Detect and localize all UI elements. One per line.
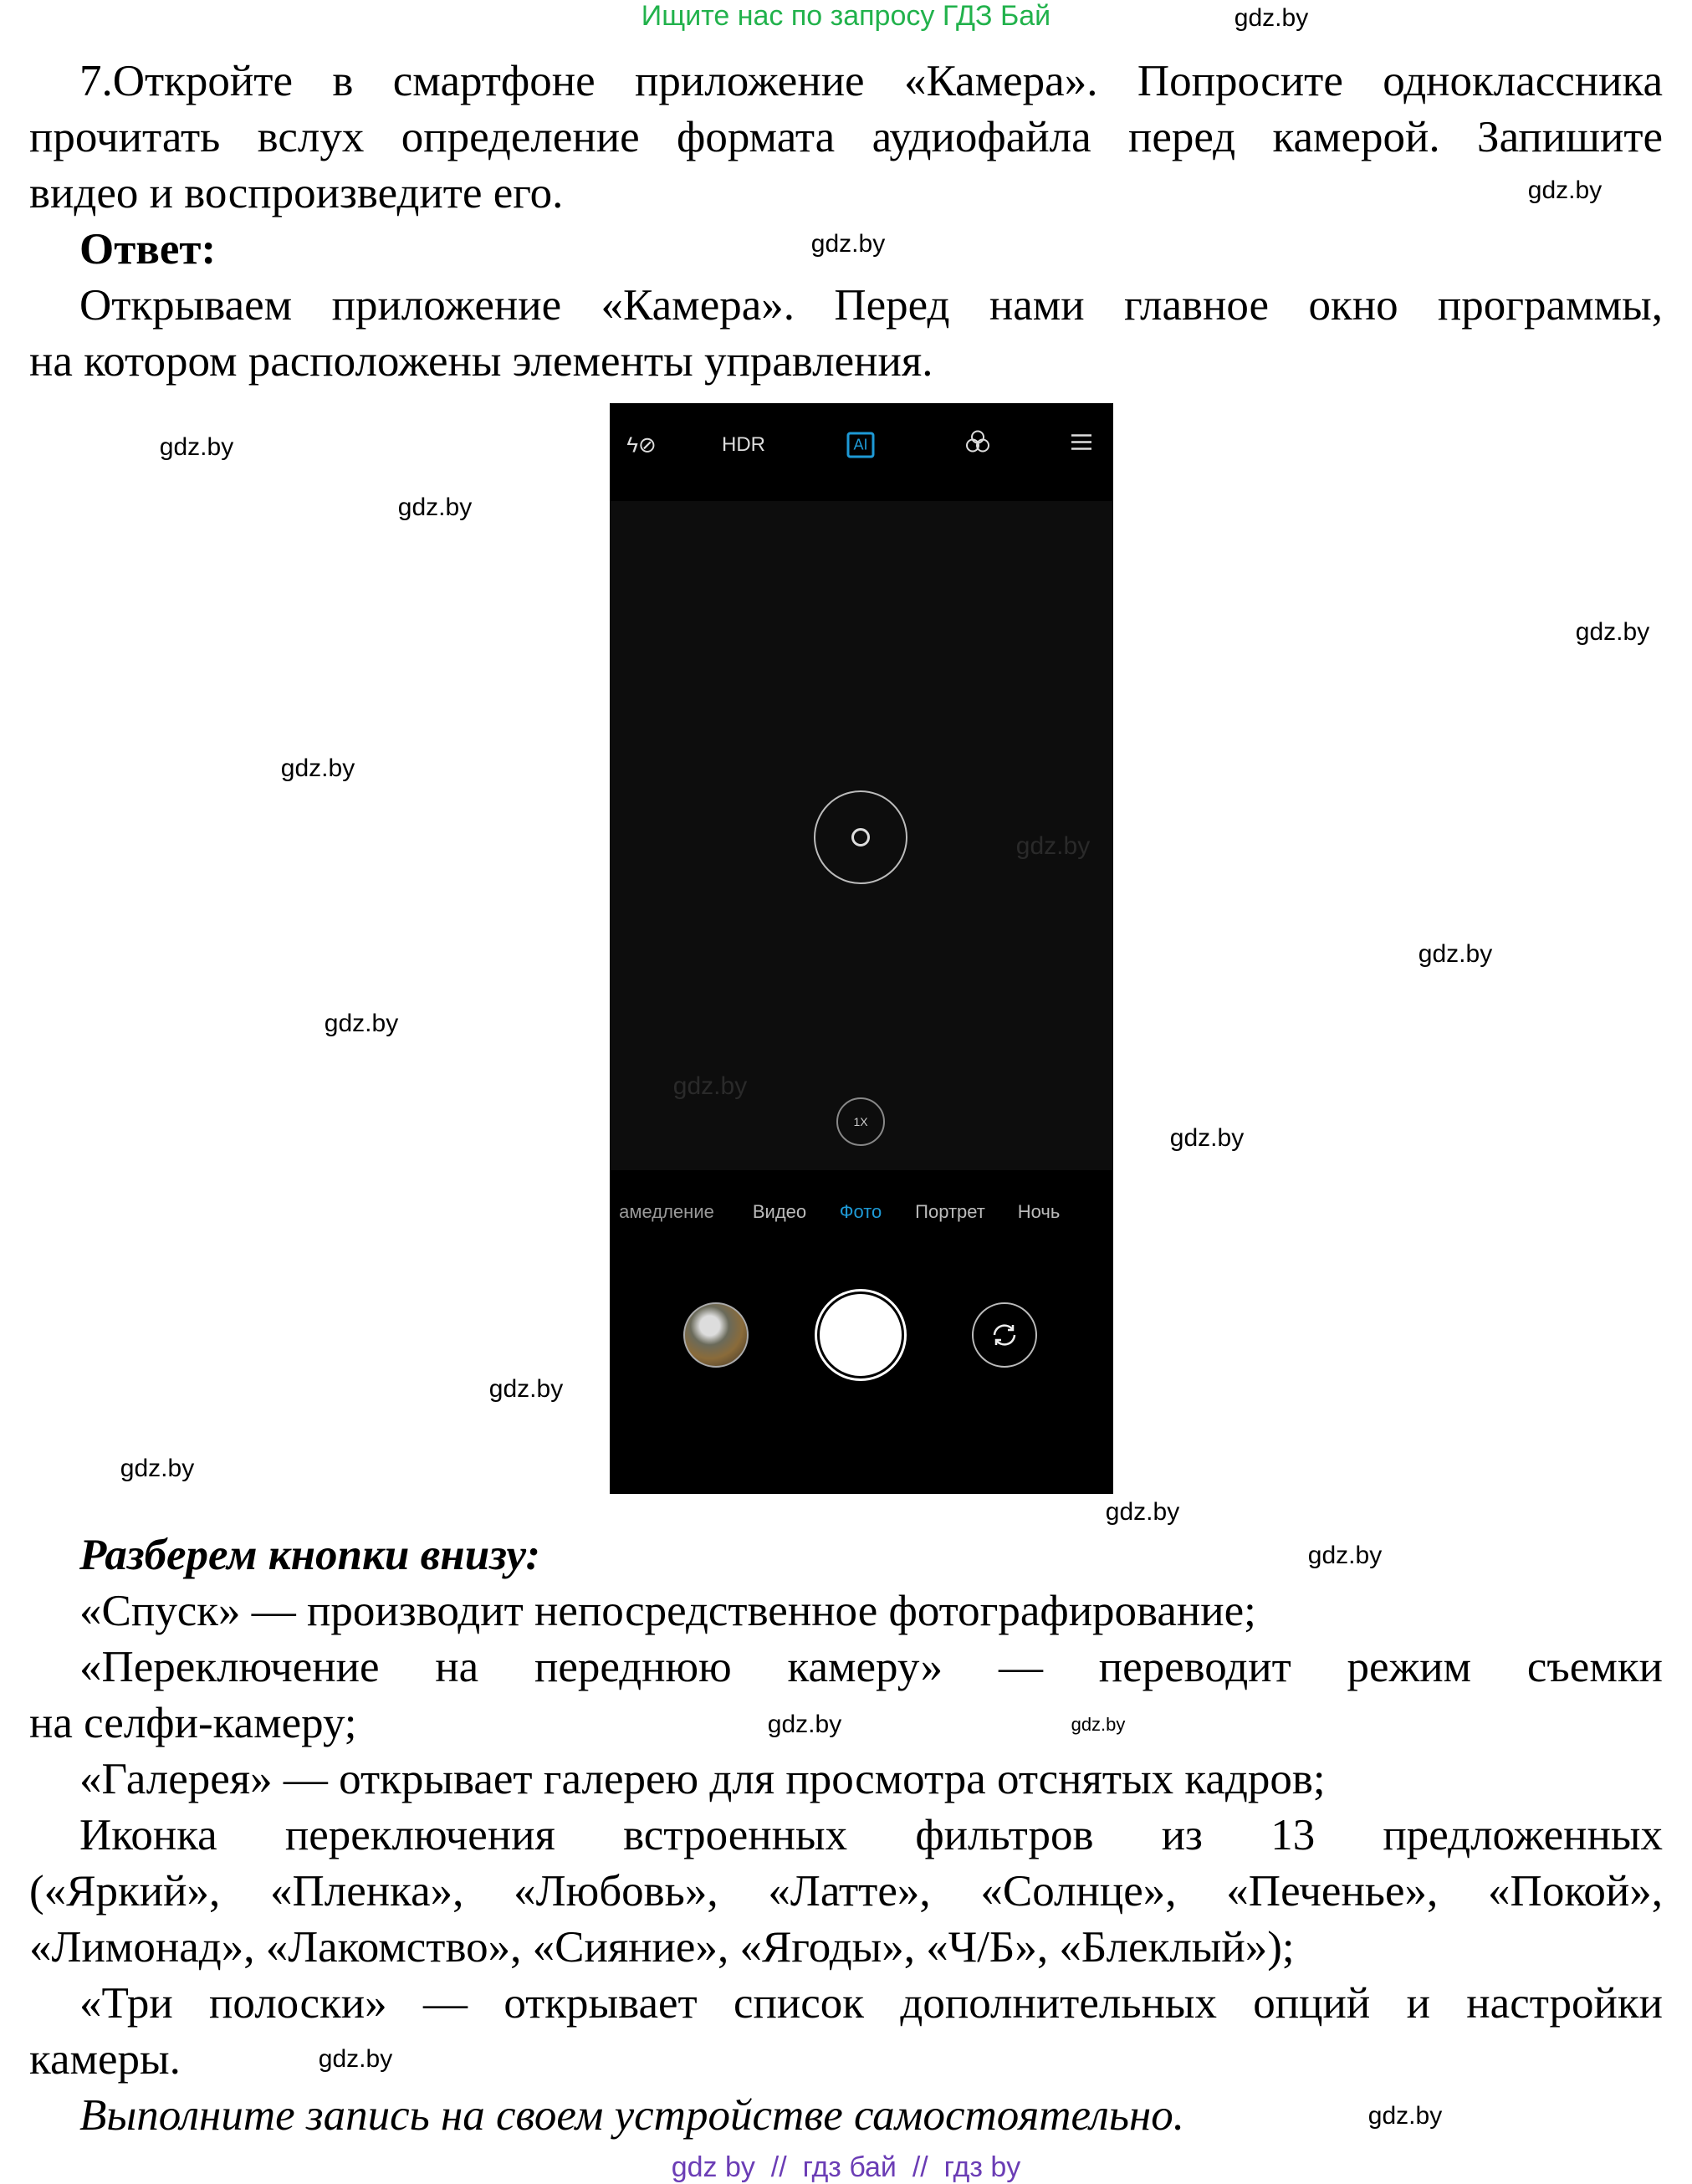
watermark: gdz.by	[1234, 4, 1309, 32]
task-line-2: прочитать вслух определение формата аудиофайла перед камерой. Запишите	[29, 113, 1663, 161]
watermark: gdz.by	[324, 1010, 399, 1037]
watermark: gdz.by	[120, 1455, 195, 1482]
body-line-7: «Лимонад», «Лакомство», «Сияние», «Ягоды», «Ч/Б», «Блеклый»);	[29, 1923, 1295, 1972]
menu-icon[interactable]	[1070, 432, 1093, 458]
body-line-1: «Спуск» — производит непосредственное фотографирование;	[79, 1587, 1256, 1635]
mode-slowmo[interactable]: амедление	[619, 1201, 714, 1222]
hdr-button[interactable]: HDR	[722, 433, 765, 456]
body-line-9: камеры.	[29, 2035, 181, 2084]
watermark: gdz.by	[1015, 832, 1091, 860]
filters-icon[interactable]	[964, 429, 991, 462]
closing-line: Выполните запись на своем устройстве самостоятельно.	[79, 2091, 1184, 2140]
watermark: gdz.by	[672, 1072, 748, 1100]
footer-links: gdz by // гдз бай // гдз by	[671, 2151, 1021, 2183]
watermark: gdz.by	[1575, 618, 1650, 646]
watermark: gdz.by	[488, 1375, 564, 1403]
switch-camera-button[interactable]	[972, 1302, 1037, 1368]
flash-off-icon[interactable]: ϟ⊘	[626, 432, 657, 458]
watermark: gdz.by	[318, 2045, 393, 2073]
switch-camera-icon	[989, 1320, 1020, 1350]
shutter-button[interactable]	[817, 1291, 904, 1378]
watermark: gdz.by	[1527, 176, 1603, 204]
camera-screenshot	[610, 403, 1113, 1494]
mode-portrait[interactable]: Портрет	[915, 1201, 985, 1222]
watermark: gdz.by	[767, 1711, 842, 1738]
focus-center-icon	[851, 828, 870, 846]
body-line-3: на селфи-камеру;	[29, 1699, 357, 1747]
mode-video[interactable]: Видео	[752, 1201, 807, 1222]
watermark: gdz.by	[1105, 1498, 1180, 1526]
watermark: gdz.by	[1169, 1124, 1245, 1152]
answer-label: Ответ:	[79, 225, 217, 274]
gallery-thumbnail[interactable]	[683, 1302, 749, 1368]
body-line-6: («Яркий», «Пленка», «Любовь», «Латте», «Солнце», «Печенье», «Покой»,	[29, 1867, 1663, 1915]
search-hint: Ищите нас по запросу ГДЗ Бай	[641, 0, 1051, 32]
watermark: gdz.by	[397, 494, 473, 521]
task-line-3: видео и воспроизведите его.	[29, 169, 564, 217]
intro-line-1: Открываем приложение «Камера». Перед нами главное окно программы,	[79, 281, 1663, 330]
body-line-2: «Переключение на переднюю камеру» — переводит режим съемки	[79, 1643, 1663, 1691]
zoom-button[interactable]: 1X	[836, 1097, 885, 1146]
watermark: gdz.by	[1418, 940, 1493, 968]
watermark: gdz.by	[1071, 1714, 1126, 1735]
watermark: gdz.by	[810, 230, 886, 258]
watermark: gdz.by	[159, 433, 234, 461]
intro-line-2: на котором расположены элементы управления.	[29, 337, 933, 386]
watermark: gdz.by	[1307, 1542, 1383, 1569]
watermark: gdz.by	[1367, 2102, 1443, 2130]
body-line-5: Иконка переключения встроенных фильтров из 13 предложенных	[79, 1811, 1663, 1859]
mode-photo[interactable]: Фото	[839, 1201, 882, 1222]
body-line-4: «Галерея» — открывает галерею для просмотра отснятых кадров;	[79, 1755, 1326, 1803]
mode-night[interactable]: Ночь	[1017, 1201, 1061, 1222]
body-line-8: «Три полоски» — открывает список дополнительных опций и настройки	[79, 1979, 1663, 2028]
ai-icon[interactable]: AI	[846, 432, 874, 458]
watermark: gdz.by	[280, 754, 355, 782]
section-title: Разберем кнопки внизу:	[79, 1531, 540, 1579]
task-line-1: 7.Откройте в смартфоне приложение «Камера». Попросите одноклассника	[79, 57, 1663, 105]
